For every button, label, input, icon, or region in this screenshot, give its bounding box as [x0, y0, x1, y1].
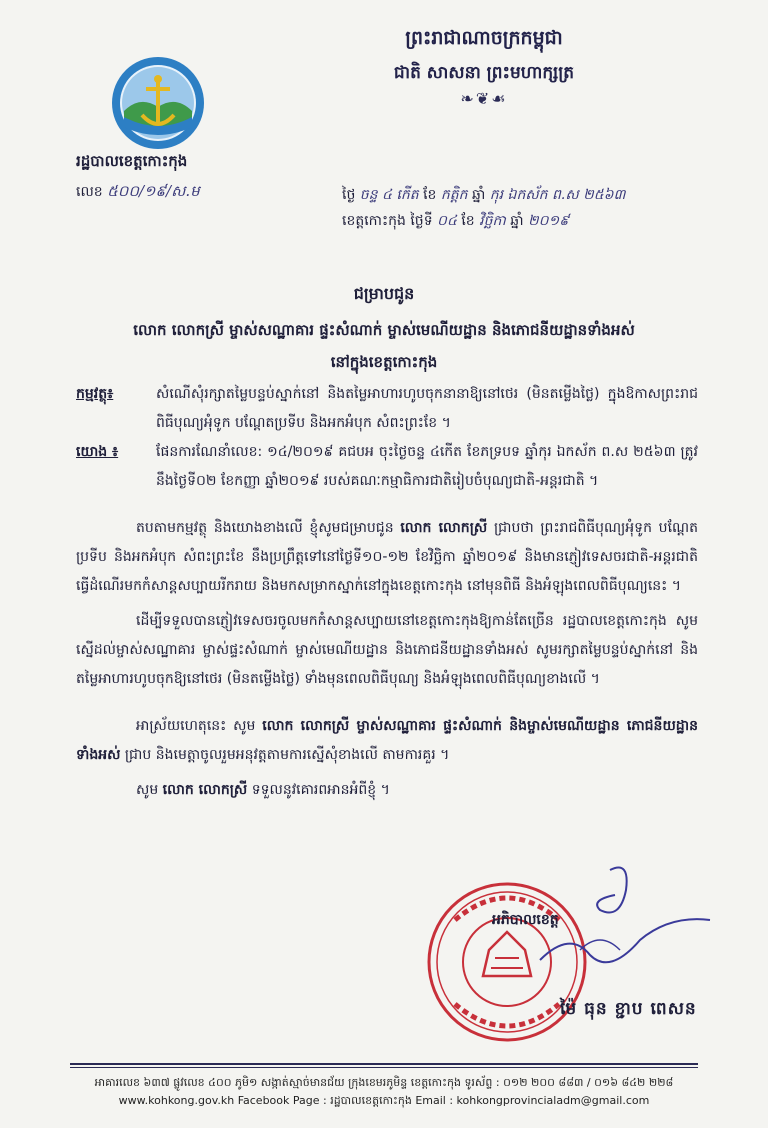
lunar-month: កត្តិក: [440, 187, 468, 203]
paragraph-1: [76, 514, 698, 601]
p4-end: ទទួលនូវគោរពអានអំពីខ្ញុំ ។: [251, 782, 390, 798]
p3-start: អាស្រ័យហេតុនេះ សូម: [136, 718, 256, 734]
lunar-year-label: ឆ្នាំ: [471, 187, 486, 203]
footer-divider: [70, 1063, 698, 1065]
header-divider: ❧❦☙: [460, 89, 508, 108]
p1-end: ជ្រាបថា ព្រះរាជពិធីបុណ្យអុំទូក បណ្តែតប្រទីប និងអកអំបុក សំពះព្រះខែ នឹងប្រព្រឹត្តទៅនៅថ្ងៃទី១០-១២ ខែវិច្ឆិកា ឆ្នាំ២០១៩ និងមានភ្ញៀវទេសចរជាតិ-អន្តរជាតិ ធ្វើដំណើរមកកំសាន្តសប្បាយរីករាយ និងមកសម្រាកស្នាក់នៅក្នុងខេត្តកោះកុង នៅមុនពិធី និងអំឡុងពេលពិធីបុណ្យនេះ ។: [76, 520, 698, 594]
reference-value: ៥០០/១៩/ស.ម: [107, 182, 200, 200]
lunar-date: [342, 182, 626, 208]
reference-label: លេខ: [76, 184, 103, 200]
p3-bold: លោក លោកស្រី ម្ចាស់សណ្ឋាគារ ផ្ទះសំណាក់ និងម្ចាស់មេណីយដ្ឋាន ភោជនីយដ្ឋានទាំងអស់: [76, 718, 698, 763]
date-block: [342, 182, 626, 234]
footer-divider-thin: [70, 1067, 698, 1068]
signatory-title: អភិបាលខេត្ត: [492, 912, 559, 928]
p4-bold: លោក លោកស្រី: [162, 782, 248, 798]
letter-title: [0, 283, 768, 375]
solar-month-label: ខែ: [461, 213, 475, 229]
p4-start: សូម: [136, 782, 159, 798]
lunar-year: កុរ ឯកស័ក ព.ស ២៥៦៣: [489, 187, 626, 203]
lunar-prefix: ថ្ងៃ: [342, 187, 356, 203]
footer-contacts: www.kohkong.gov.kh Facebook Page : រដ្ឋបាលខេត្តកោះកុង Email : kohkongprovincialadm@gmail.com: [118, 1094, 650, 1107]
p1-bold: លោក លោកស្រី: [400, 520, 488, 536]
lunar-month-label: ខែ: [423, 187, 437, 203]
subject-row: [76, 380, 698, 438]
national-motto: ជាតិ សាសនា ព្រះមហាក្សត្រ: [393, 63, 575, 83]
title-recipients: លោក លោកស្រី ម្ចាស់សណ្ឋាគារ ផ្ទះសំណាក់ ម្ចាស់មេណីយដ្ឋាន និងភោជនីយដ្ឋានទាំងអស់: [133, 321, 635, 339]
date-place: ខេត្តកោះកុង ថ្ងៃទី: [342, 213, 433, 229]
paragraph-2: ដើម្បីទទួលបានភ្ញៀវទេសចរចូលមកកំសាន្តសប្បាយនៅខេត្តកោះកុងឱ្យកាន់តែច្រើន រដ្ឋបាលខេត្តកោះកុង សូមស្នើដល់ម្ចាស់សណ្ឋាគារ ម្ចាស់ផ្ទះសំណាក់ ម្ចាស់មេណីយដ្ឋាន និងភោជនីយដ្ឋានទាំងអស់ សូមរក្សាតម្លៃបន្ទប់ស្នាក់នៅ និងតម្លៃអាហារហូបចុកឱ្យនៅថេរ (មិនតម្លើងថ្លៃ) ទាំងមុនពេលពិធីបុណ្យ និងអំឡុងពេលពិធីបុណ្យខាងលើ ។: [76, 613, 698, 687]
letter-body: [76, 380, 698, 805]
p3-end: ជ្រាប និងមេត្តាចូលរួមអនុវត្តតាមការស្នើសុំខាងលើ តាមការគួរ ។: [124, 747, 450, 763]
reference-row-label: យោង ៖: [76, 444, 119, 460]
signatory-name: ម៉ៃ ធុន ខ្ជាប ពេសន: [560, 999, 697, 1019]
subject-label: កម្មវត្ថុ៖: [76, 386, 114, 402]
solar-day: ០៤: [437, 213, 457, 229]
footer-address: អាគារលេខ ៦៣៧ ផ្លូវលេខ ៤០០ ភូមិ១ សង្កាត់ស្មាច់មានជ័យ ក្រុងខេមរភូមិន្ទ ខេត្តកោះកុង ទូរស័ព្ទ : ០១២ ២០០ ៨៨៣ / ០១៦ ៨៤២ ២២៨: [94, 1076, 674, 1089]
solar-date: [342, 208, 626, 234]
solar-year-label: ឆ្នាំ: [510, 213, 524, 229]
solar-month: វិច្ឆិកា: [479, 213, 506, 229]
paragraph-4: [76, 776, 698, 805]
subject-text: សំណើសុំរក្សាតម្លៃបន្ទប់ស្នាក់នៅ និងតម្លៃអាហារហូបចុកនានាឱ្យនៅថេរ (មិនតម្លើងថ្លៃ) ក្នុងឱកាសព្រះរាជពិធីបុណ្យអុំទូក បណ្តែតប្រទីប និងអកអំបុក សំពះព្រះខែ ។: [156, 386, 698, 431]
title-location: នៅក្នុងខេត្តកោះកុង: [330, 353, 438, 371]
solar-year: ២០១៩: [528, 213, 570, 229]
lunar-day: ចន្ទ ៤ កើត: [359, 187, 419, 203]
province-logo-icon: [110, 55, 206, 151]
paragraph-3: [76, 712, 698, 770]
letter-footer: [0, 1074, 768, 1110]
reference-number: [76, 182, 200, 204]
kingdom-name: ព្រះរាជាណាចក្រកម្ពុជា: [405, 27, 563, 49]
reference-text: ផែនការណែនាំលេខ: ១៤/២០១៩ គជបអ ចុះថ្ងៃចន្ទ ៤កើត ខែភទ្របទ ឆ្នាំកុរ ឯកស័ក ព.ស ២៥៦៣ ត្រូវនឹងថ្ងៃទី០២ ខែកញ្ញា ឆ្នាំ២០១៩ របស់គណៈកម្មាធិការជាតិរៀបចំបុណ្យជាតិ-អន្តរជាតិ ។: [156, 444, 698, 489]
title-heading: ជម្រាបជូន: [353, 284, 415, 303]
reference-row: [76, 438, 698, 496]
issuing-authority: រដ្ឋបាលខេត្តកោះកុង: [76, 152, 188, 170]
p1-start: តបតាមកម្មវត្ថុ និងយោងខាងលើ ខ្ញុំសូមជម្រាបជូន: [136, 520, 394, 536]
